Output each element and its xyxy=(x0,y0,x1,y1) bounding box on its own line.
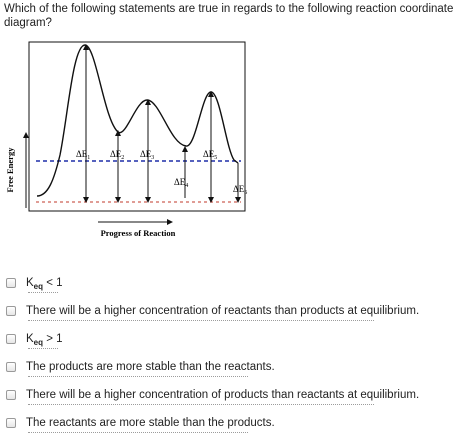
option-products-more-stable[interactable] xyxy=(6,356,386,378)
question-text: Which of the following statements are true in regards to the following reaction coordinate diagram? xyxy=(4,3,454,29)
option-higher-reactants[interactable] xyxy=(6,300,420,322)
option-higher-products[interactable] xyxy=(6,384,420,406)
label-e4: $\Delta E_4$ xyxy=(174,177,189,189)
option-underline xyxy=(28,292,58,293)
checkbox[interactable] xyxy=(6,418,16,428)
option-label: $K_{eq} > 1$ xyxy=(26,333,63,347)
energy-curve xyxy=(37,45,238,196)
label-e5: $\Delta E_5$ xyxy=(203,149,218,161)
option-underline xyxy=(28,320,374,321)
option-label: The reactants are more stable than the products. xyxy=(26,417,275,429)
plot-frame xyxy=(29,42,248,211)
option-label: $K_{eq} < 1$ xyxy=(26,277,63,291)
label-e3: $\Delta E_3$ xyxy=(140,149,155,161)
checkbox[interactable] xyxy=(6,390,16,400)
label-e6: $\Delta E_6$ xyxy=(233,184,248,196)
reaction-coordinate-diagram xyxy=(0,20,260,245)
option-reactants-more-stable[interactable] xyxy=(6,412,386,434)
checkbox[interactable] xyxy=(6,362,16,372)
option-label: The products are more stable than the reactants. xyxy=(26,361,275,373)
checkbox[interactable] xyxy=(6,334,16,344)
x-axis-label: Progress of Reaction xyxy=(100,228,176,238)
label-e2: $\Delta E_2$ xyxy=(110,149,125,161)
y-axis-label: Free Energy xyxy=(5,147,15,193)
option-underline xyxy=(28,404,374,405)
option-keq-less-than-1[interactable] xyxy=(6,272,386,294)
option-underline xyxy=(28,432,248,433)
option-underline xyxy=(28,376,248,377)
label-e1: $\Delta E_1$ xyxy=(76,149,91,161)
option-underline xyxy=(28,348,58,349)
option-keq-greater-than-1[interactable] xyxy=(6,328,386,350)
option-label: There will be a higher concentration of products than reactants at equilibrium. xyxy=(26,389,420,401)
checkbox[interactable] xyxy=(6,278,16,288)
option-label: There will be a higher concentration of reactants than products at equilibrium. xyxy=(26,305,420,317)
checkbox[interactable] xyxy=(6,306,16,316)
